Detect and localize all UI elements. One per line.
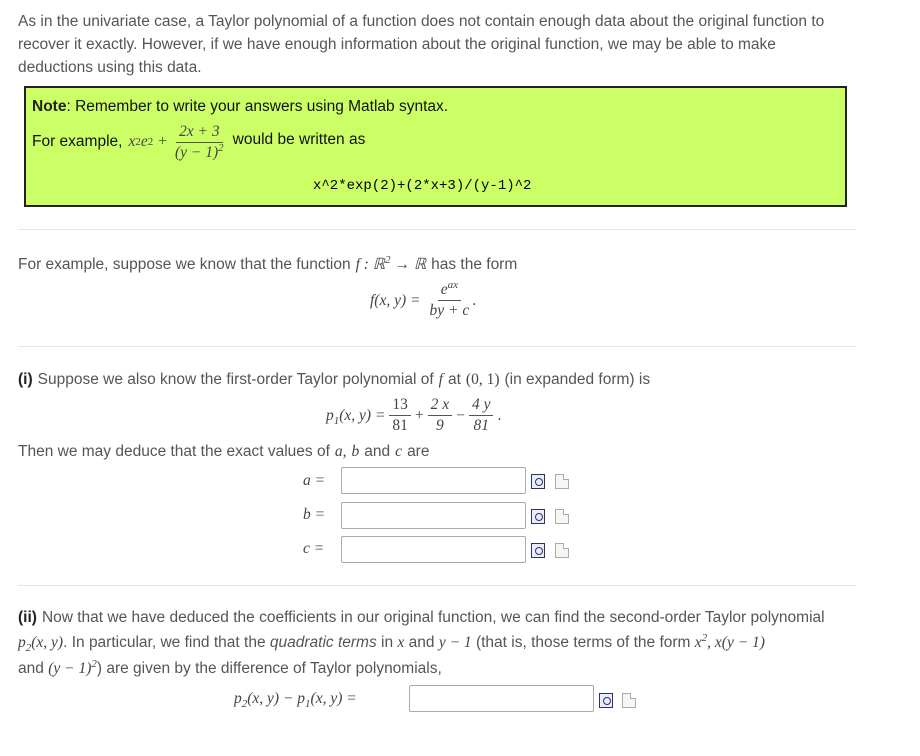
help-document-icon[interactable] (555, 543, 569, 558)
part1-at: at (447, 371, 461, 388)
example-fraction-num: 2x + 3 (176, 122, 223, 143)
function-map: f : ℝ$^2$ → ℝ (355, 253, 427, 273)
deduce-text: Then we may deduce that the exact values of (18, 443, 330, 460)
example-plus: + (158, 133, 167, 150)
p1-polynomial (326, 395, 501, 436)
a-input[interactable] (341, 467, 526, 494)
preview-icon[interactable] (599, 693, 613, 708)
intro-line-3: deductions using this data. (18, 59, 202, 76)
function-lhs: f(x, y) = (370, 291, 421, 309)
setup-text-pre: For example, suppose we know that the function (18, 256, 351, 273)
preview-icon[interactable] (531, 509, 545, 524)
p1-plus: + (414, 406, 424, 424)
a-label: a = (303, 472, 326, 489)
p1-minus: − (456, 406, 465, 424)
divider (18, 585, 856, 586)
preview-icon[interactable] (531, 474, 545, 489)
deduce-a: a, (334, 443, 347, 460)
part2-line-1 (18, 606, 825, 629)
deduce-b: b (351, 443, 360, 460)
help-document-icon[interactable] (622, 693, 636, 708)
matlab-code-example: x^2*exp(2)+(2*x+3)/(y-1)^2 (313, 178, 532, 194)
function-definition (370, 280, 476, 321)
b-input[interactable] (341, 502, 526, 529)
quadratic-terms-input[interactable] (409, 685, 594, 712)
y-minus-1-squared: $(y - 1)^2$ (48, 657, 97, 677)
note-text: : Remember to write your answers using Matlab syntax. (66, 98, 449, 115)
part1-f: f (438, 371, 443, 388)
part2-line-2: $p_2(x$, y). In particular, we find that the quadratic terms in x and y − 1 (that is, those terms of the form $x^2$, x(y − 1) (18, 631, 765, 655)
part1-label: (i) (18, 371, 33, 388)
function-denominator: by + c (429, 302, 470, 319)
b-label: b = (303, 506, 326, 523)
example-fraction (172, 122, 227, 163)
divider (18, 346, 856, 347)
p1-term-3: $\frac{4 y}{81}$ (469, 395, 494, 436)
intro-line-2: recover it exactly. However, if we have enough information about the original function, we may be able to make (18, 36, 776, 53)
c-label: c = (303, 540, 325, 557)
x-squared: $x^2$, x(y − 1) (694, 631, 765, 651)
p1-period: . (497, 406, 502, 424)
example-e: e (140, 133, 148, 150)
part2-label: (ii) (18, 609, 37, 626)
part1-text-pre: Suppose we also know the first-order Taylor polynomial of (37, 371, 434, 388)
difference-label: $p_2(x$, $y) - p_1(x$, y) = (234, 690, 357, 711)
function-period: . (472, 291, 477, 309)
function-numerator: $e^{ax}$ (438, 280, 461, 301)
note-line (32, 95, 448, 118)
part1-text-post: (in expanded form) is (504, 371, 651, 388)
part1-intro-line (18, 368, 650, 391)
deduce-are: are (407, 443, 430, 460)
c-input[interactable] (341, 536, 526, 563)
part2-line1-text: Now that we have deduced the coefficients in our original function, we can find the second-order Taylor polynomial (41, 609, 825, 626)
p2-expr: $p_2(x$, y) (18, 634, 64, 655)
note-example-prefix: For example, (32, 133, 123, 150)
deduce-c: c (395, 443, 403, 460)
part2-line-3: and $(y - 1)^2$) are given by the difference of Taylor polynomials, (18, 657, 442, 677)
quadratic-terms: quadratic terms (269, 634, 377, 651)
deduce-line (18, 440, 429, 463)
matlab-note-box (24, 86, 847, 207)
note-label: Note (32, 98, 67, 115)
part1-point: (0, 1) (465, 371, 500, 388)
setup-line (18, 253, 517, 276)
example-x: x (128, 133, 136, 150)
divider (18, 229, 856, 230)
note-example-suffix: would be written as (232, 131, 366, 148)
deduce-and: and (364, 443, 391, 460)
note-example-line: For example, x 2 e 2 + $\frac{2x + 3}{(y - 1)^2}$ would be written as (32, 122, 366, 161)
preview-icon[interactable] (531, 543, 545, 558)
help-document-icon[interactable] (555, 474, 569, 489)
intro-line-1: As in the univariate case, a Taylor polynomial of a function does not contain enough data about the original function to (18, 13, 825, 30)
example-fraction-den: $(y - 1)^2$ (174, 141, 224, 161)
setup-text-post: has the form (431, 256, 518, 273)
function-fraction (426, 280, 472, 321)
p1-term-1: $\frac{13}{81}$ (389, 395, 411, 436)
p1-lhs: $p_1(x$, y) = (326, 406, 386, 427)
p1-term-2: $\frac{2 x}{9}$ (428, 395, 453, 436)
help-document-icon[interactable] (555, 509, 569, 524)
